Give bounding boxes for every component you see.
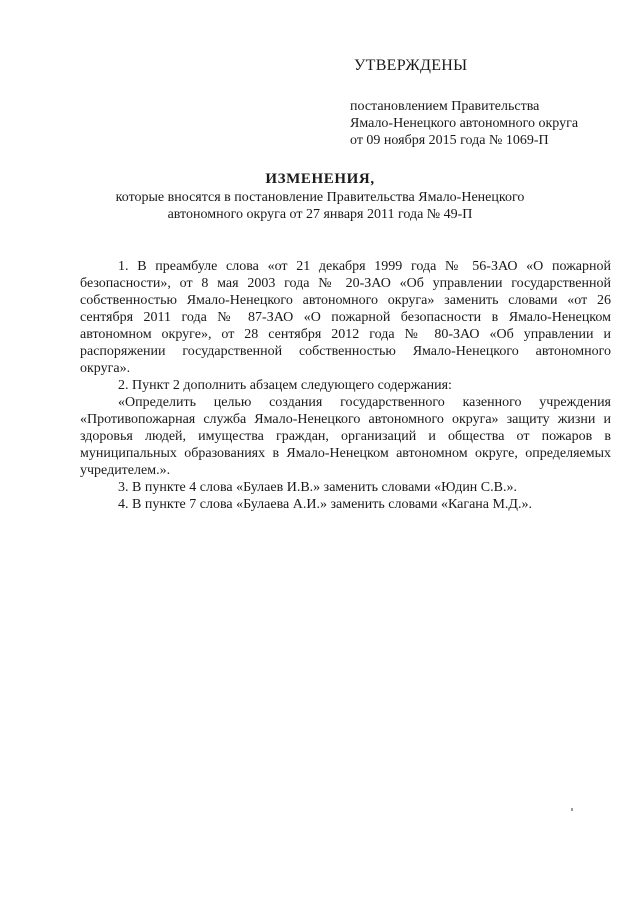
approval-line: от 09 ноября 2015 года № 1069-П [350, 133, 549, 148]
paragraph-2: 2. Пункт 2 дополнить абзацем следующего содержания: [118, 378, 452, 393]
paragraph-1: 1. В преамбуле слова «от 21 декабря 1999 года № 56-ЗАО «О пожарной безопасности», от 8 мая 2003 года № 20-ЗАО «Об управлении государственной собственностью Ямало-Ненецкого автономного округа» заменить словами «от 26 сентября 2011 года № 87-ЗАО «О пожарной безопасности в Ямало-Ненецком автономном округе», от 28 сентября 2012 года № 80-ЗАО «Об управлении и распоряжении государственной собственностью Ямало-Ненецкого автономного округа». [80, 259, 611, 376]
scan-speck [571, 808, 573, 811]
title-block [100, 170, 540, 223]
approval-heading: УТВЕРЖДЕНЫ [354, 57, 468, 74]
document-subtitle-line: которые вносятся в постановление Правительства Ямало-Ненецкого [115, 190, 525, 205]
paragraph-quote: «Определить целью создания государственного казенного учреждения «Противопожарная служба Ямало-Ненецкого автономного округа» защиту жизни и здоровья людей, имущества граждан, организаций и общества от пожаров в муниципальных образованиях в Ямало-Ненецком автономном округе, определяемых учредителем.». [80, 395, 611, 478]
approval-line: Ямало-Ненецкого автономного округа [350, 116, 579, 131]
paragraph-4: 4. В пункте 7 слова «Булаева А.И.» заменить словами «Кагана М.Д.». [118, 497, 532, 512]
approval-line: постановлением Правительства [350, 99, 540, 114]
document-body [80, 258, 611, 513]
document-subtitle-line: автономного округа от 27 января 2011 года № 49-П [167, 207, 473, 222]
document-title: ИЗМЕНЕНИЯ, [265, 171, 375, 187]
approval-block [350, 56, 620, 149]
paragraph-3: 3. В пункте 4 слова «Булаев И.В.» заменить словами «Юдин С.В.». [118, 480, 517, 495]
